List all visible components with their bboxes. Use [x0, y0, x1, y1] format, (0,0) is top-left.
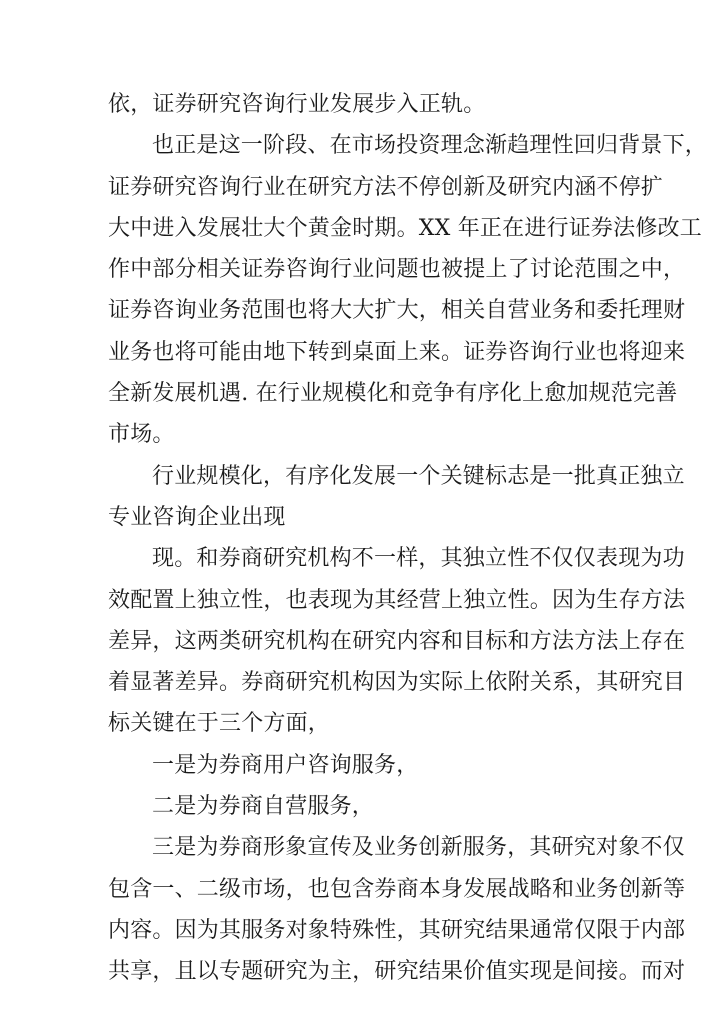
text-line: 业务也将可能由地下转到桌面上来。证券咨询行业也将迎来 [108, 339, 686, 365]
text-line: 差异，这两类研究机构在研究内容和目标和方法方法上存在 [108, 628, 686, 654]
text-line: 证券咨询业务范围也将大大扩大，相关自营业务和委托理财 [108, 298, 686, 324]
text-line: 二是为券商自营服务， [152, 794, 375, 820]
text-line: 内容。因为其服务对象特殊性，其研究结果通常仅限于内部 [108, 917, 686, 943]
text-line: 证券研究咨询行业在研究方法不停创新及研究内涵不停扩 [108, 174, 664, 200]
text-line: 着显著差异。券商研究机构因为实际上依附关系，其研究目 [108, 670, 686, 696]
text-line: 包含一、二级市场，也包含券商本身发展战略和业务创新等 [108, 876, 686, 902]
text-line: 三是为券商形象宣传及业务创新服务，其研究对象不仅 [152, 835, 685, 861]
text-line: 一是为券商用户咨询服务， [152, 752, 419, 778]
text-line: 全新发展机遇. 在行业规模化和竞争有序化上愈加规范完善 [108, 381, 678, 407]
text-line: 也正是这一阶段、在市场投资理念渐趋理性回归背景下， [152, 133, 708, 159]
text-line: 共享，且以专题研究为主，研究结果价值实现是间接。而对 [108, 959, 686, 985]
text-line: 专业咨询企业出现 [108, 504, 286, 530]
text-line: 依，证券研究咨询行业发展步入正轨。 [108, 92, 486, 117]
text-line: 市场。 [108, 422, 175, 448]
text-line: 现。和券商研究机构不一样，其独立性不仅仅表现为功 [152, 546, 685, 572]
text-line: 作中部分相关证券咨询行业问题也被提上了讨论范围之中， [108, 257, 686, 283]
text-line: 行业规模化，有序化发展一个关键标志是一批真正独立 [152, 463, 685, 489]
text-line: 大中进入发展壮大个黄金时期。XX 年正在进行证券法修改工 [108, 215, 702, 241]
text-line: 效配置上独立性，也表现为其经营上独立性。因为生存方法 [108, 587, 686, 613]
document-body [108, 84, 708, 993]
text-line: 标关键在于三个方面， [108, 711, 331, 737]
